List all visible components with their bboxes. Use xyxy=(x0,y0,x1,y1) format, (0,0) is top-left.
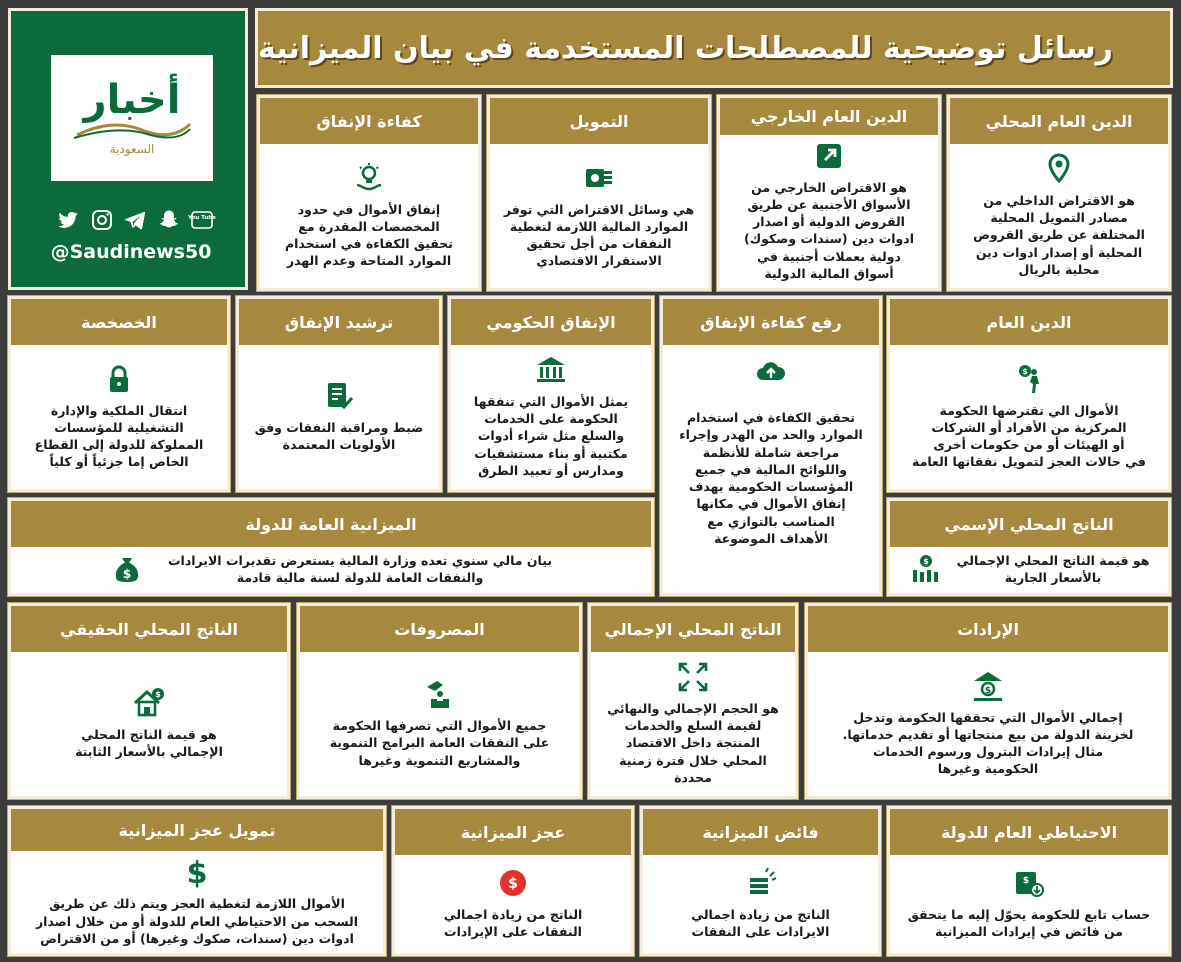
svg-text:$: $ xyxy=(984,685,992,696)
location-pin-icon xyxy=(1042,152,1076,186)
card-title: رفع كفاءة الإنفاق xyxy=(663,299,879,345)
card-text: هو الاقتراض الداخلي من مصادر التمويل المحلية المختلفة عن طريق القروض المحلية أو إصدار ادوات دين محلية بالريال xyxy=(973,192,1145,277)
card-title: الاحتياطي العام للدولة xyxy=(890,809,1168,855)
card-text: ضبط ومراقبة النفقات وفق الأولويات المعتمدة xyxy=(254,419,424,452)
wallet-dollar-icon xyxy=(1012,866,1046,900)
cloud-upload-icon xyxy=(754,355,788,389)
card-text: الأموال اللازمة لتغطية العجز ويتم ذلك عن طريق السحب من الاحتياطي العام للدولة أو من خلال اصدار ادوات دين (سندات، صكوك وغيرها) أو من الاقتراض xyxy=(35,896,359,946)
card-title: ترشيد الإنفاق xyxy=(239,299,439,345)
svg-text:$: $ xyxy=(1022,366,1028,376)
money-stack-icon xyxy=(582,161,616,195)
card-general-reserve xyxy=(887,806,1171,956)
card-gdp xyxy=(588,603,798,799)
expand-arrows-icon xyxy=(676,660,710,694)
logo-panel xyxy=(8,8,248,290)
card-nominal-gdp xyxy=(887,498,1171,596)
card-spending-rationalization xyxy=(236,296,442,492)
card-title: الخصخصة xyxy=(11,299,227,345)
card-deficit-financing xyxy=(8,806,386,956)
card-text: الأموال الي تقترضها الحكومة المركزية من الأفراد أو الشركات أو الهيئات أو من حكومات أخرى في حالات العجز لتمويل نفقاتها العامة xyxy=(912,402,1146,470)
card-text: تحقيق الكفاءة في استخدام الموارد والحد من الهدر وإجراء مراجعة شاملة للأنظمة واللوائح المالية في جميع المؤسسات الحكومية بهدف إنفاق الأموال في مكانها المناسب بالتوازي مع الأهداف الموضوعة xyxy=(679,410,863,546)
money-bag-icon xyxy=(110,552,144,586)
card-text: هو الحجم الإجمالي والنهائي لقيمة السلع والخدمات المنتجة داخل الاقتصاد المحلي خلال فترة زمنية محددة xyxy=(607,700,779,785)
card-text: إنفاق الأموال في حدود المخصصات المقدرة مع تحقيق الكفاءة في استخدام الموارد المتاحة وعدم الهدر xyxy=(284,201,454,269)
twitter-icon[interactable] xyxy=(55,207,81,233)
youtube-icon[interactable] xyxy=(189,207,215,233)
twitter-handle[interactable]: @Saudinews50 xyxy=(50,241,212,263)
svg-text:$: $ xyxy=(508,875,518,892)
header-banner xyxy=(255,8,1173,88)
hand-coin-box-icon xyxy=(423,677,457,711)
card-text: انتقال الملكية والإدارة التشغيلية للمؤسسات المملوكة للدولة إلى القطاع الخاص إما جزئياً أو كلياً xyxy=(34,402,204,470)
lightbulb-hand-icon xyxy=(352,161,386,195)
government-building-icon xyxy=(534,353,568,387)
card-privatization xyxy=(8,296,230,492)
house-dollar-icon xyxy=(132,686,166,720)
bank-dollar-icon xyxy=(971,669,1005,703)
card-title: الناتج المحلي الإسمي xyxy=(890,501,1168,547)
card-real-gdp xyxy=(8,603,290,799)
svg-text:$: $ xyxy=(155,689,161,699)
card-local-debt xyxy=(947,95,1171,291)
card-text: إجمالي الأموال التي تحققها الحكومة وتدخل لخزينة الدولة من بيع منتجاتها أو تقديم خدماتها. مثال إيرادات البترول ورسوم الخدمات الحكومية وغيرها xyxy=(842,709,1134,777)
card-title: فائض الميزانية xyxy=(643,809,878,855)
lock-icon xyxy=(102,362,136,396)
card-text: هي وسائل الاقتراض التي توفر الموارد المالية اللازمة لتغطية النفقات من أجل تحقيق الاستقرار الاقتصادي xyxy=(503,201,695,269)
card-spending-efficiency xyxy=(257,95,481,291)
person-carrying-coin-icon xyxy=(1012,362,1046,396)
checklist-icon xyxy=(322,379,356,413)
card-text: يمثل الأموال التي تنفقها الحكومة على الخدمات والسلع مثل شراء أدوات مكتبية أو بناء مستشفيات ومدارس أو تعبيد الطرق xyxy=(473,393,629,478)
card-text: هو قيمة الناتج المحلي الإجمالي بالأسعار الثابتة xyxy=(75,726,223,759)
snapchat-icon[interactable] xyxy=(156,207,182,233)
red-dollar-icon xyxy=(496,866,530,900)
page-title: رسائل توضيحية للمصطلحات المستخدمة في بيان الميزانية xyxy=(258,30,1113,66)
youtube-label: You Tube xyxy=(188,215,216,221)
card-title: كفاءة الإنفاق xyxy=(260,98,478,144)
card-text: الناتج من زيادة اجمالي النفقات على الإيرادات xyxy=(443,906,583,939)
card-text: هو الاقتراض الخارجي من الأسواق الأجنبية عن طريق القروض الدولية أو اصدار ادوات دين (سندات وصكوك) دولية بعملات أجنبية في أسواق المالية الدولية xyxy=(743,179,915,281)
card-text: هو قيمة الناتج المحلي الإجمالي بالأسعار الجارية xyxy=(956,552,1150,585)
card-title: الدين العام الخارجي xyxy=(720,98,938,135)
social-links xyxy=(55,205,215,235)
card-budget-surplus xyxy=(640,806,881,956)
svg-text:$: $ xyxy=(1022,875,1030,886)
money-bars-icon xyxy=(909,552,943,586)
logo-subtitle: السعودية xyxy=(109,142,155,156)
card-expenses xyxy=(297,603,582,799)
coins-stack-icon xyxy=(744,866,778,900)
card-text: حساب تابع للحكومة يحوّل إليه ما يتحقق من فائض في إيرادات الميزانية xyxy=(907,906,1151,939)
svg-text:$: $ xyxy=(922,557,929,566)
card-title: الإرادات xyxy=(808,606,1168,652)
card-government-spending xyxy=(448,296,654,492)
external-link-icon xyxy=(812,139,846,173)
svg-text:$: $ xyxy=(122,567,132,581)
logo-swoosh-icon xyxy=(72,120,192,140)
logo-title: أخبار xyxy=(83,77,181,123)
card-title: الدين العام xyxy=(890,299,1168,345)
card-text: جميع الأموال التي تصرفها الحكومة على النفقات العامة البرامج التنموية والمشاريع التنموية وغيرها xyxy=(329,718,550,768)
brand-logo xyxy=(51,55,213,181)
card-revenues xyxy=(805,603,1171,799)
card-public-debt xyxy=(887,296,1171,492)
telegram-icon[interactable] xyxy=(122,207,148,233)
card-title: الميزانية العامة للدولة xyxy=(11,501,651,547)
card-title: الدين العام المحلي xyxy=(950,98,1168,144)
svg-text:$: $ xyxy=(186,856,208,892)
card-state-budget xyxy=(8,498,654,596)
dollar-sign-icon xyxy=(180,855,214,892)
card-title: عجز الميزانية xyxy=(395,809,631,855)
card-title: تمويل عجز الميزانية xyxy=(11,809,383,851)
card-financing xyxy=(487,95,711,291)
card-title: الإنفاق الحكومي xyxy=(451,299,651,345)
instagram-icon[interactable] xyxy=(89,207,115,233)
card-text: الناتج من زيادة اجمالي الايرادات على النفقات xyxy=(691,906,830,939)
card-title: المصروفات xyxy=(300,606,579,652)
card-budget-deficit xyxy=(392,806,634,956)
card-text: بيان مالي سنوي تعده وزارة المالية يستعرض تقديرات الايرادات والنفقات العامة للدولة لسنة مالية قادمة xyxy=(167,552,553,585)
card-title: الناتج المحلي الإجمالي xyxy=(591,606,795,652)
card-title: التمويل xyxy=(490,98,708,144)
card-external-debt xyxy=(717,95,941,291)
card-title: الناتج المحلي الحقيقي xyxy=(11,606,287,652)
card-raise-efficiency xyxy=(660,296,882,596)
